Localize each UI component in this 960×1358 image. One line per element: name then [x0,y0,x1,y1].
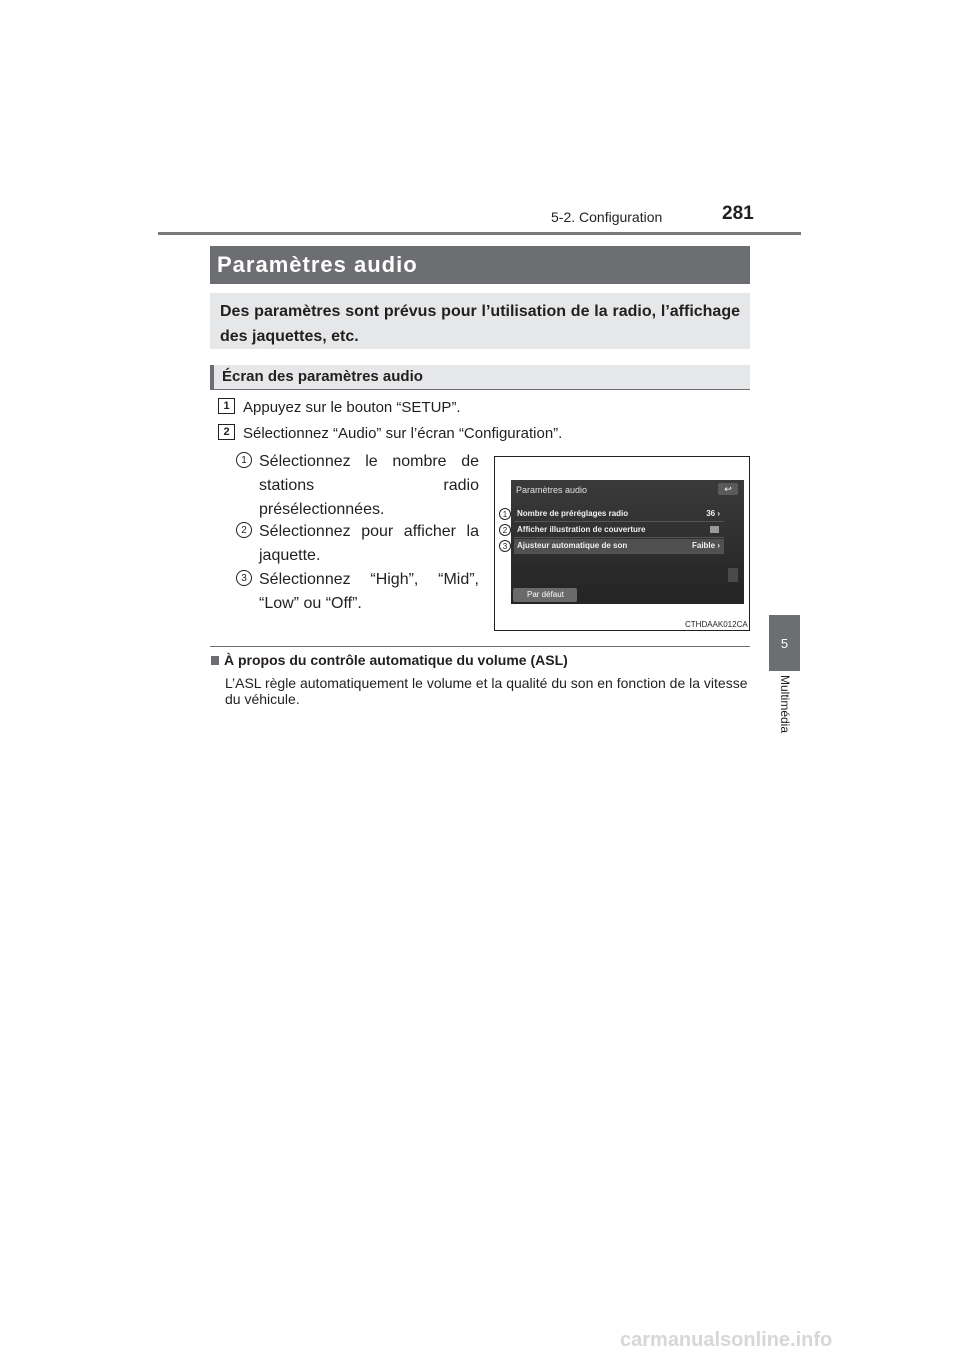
callout-number: 1 [236,452,252,468]
scroll-indicator-icon [728,568,738,582]
callout-number: 3 [236,570,252,586]
screen-row-value: Faible › [691,541,720,550]
note-divider [210,646,750,647]
subsection-divider [210,389,750,390]
square-bullet-icon [211,656,219,665]
chapter-label-text: Multimédia [777,675,792,734]
default-button [513,588,577,602]
item-line: Sélectionnez “High”, “Mid”, [259,571,479,588]
subsection-heading [210,365,750,389]
step-number: 1 [218,398,235,414]
screen-row [514,539,724,554]
item-line: stations radio [259,477,479,494]
header-divider [158,232,801,235]
item-line: jaquette. [259,547,321,564]
item-line: Sélectionnez le nombre de [259,453,479,470]
figure-code: CTHDAAK012CA [685,620,748,629]
screen-row-label: Ajusteur automatique de son [517,541,628,550]
figure-callout: 1 [499,508,511,520]
item-text [259,450,479,522]
screen-row-value: 36 › [706,509,720,518]
screen-row-label: Afficher illustration de couverture [517,525,646,534]
screen-row-label: Nombre de préréglages radio [517,509,629,518]
page-title-bar [210,246,750,284]
callout-number: 2 [236,522,252,538]
default-button-label: Par défaut [527,590,564,599]
item-line: Sélectionnez pour afficher la [259,523,479,540]
watermark: carmanualsonline.info [620,1329,833,1351]
note-body: L’ASL règle automatiquement le volume et la qualité du son en fonction de la vitesse du véhicule. [225,675,748,707]
subsection-title: Écran des paramètres audio [222,368,423,385]
item-line: “Low” ou “Off”. [259,595,362,612]
intro-box [210,293,750,349]
step-text: Appuyez sur le bouton “SETUP”. [243,399,461,416]
section-label: 5-2. Configuration [551,209,663,225]
intro-text: Des paramètres sont prévus pour l’utilisation de la radio, l’affichage des jaquettes, etc. [220,303,740,345]
page-title: Paramètres audio [217,252,418,277]
screen-title: Paramètres audio [516,485,588,495]
chapter-tab: 5 [769,615,800,671]
item-text [259,568,479,616]
note-heading-text: À propos du contrôle automatique du volume (ASL) [224,652,568,668]
step-text: Sélectionnez “Audio” sur l’écran “Configuration”. [243,425,563,442]
note-heading [211,652,568,668]
screen-row [514,507,724,522]
item-line: présélectionnées. [259,501,385,518]
item-text [259,520,479,568]
back-arrow-icon: ↩ [718,483,738,495]
screen-row [514,523,724,538]
page-number: 281 [722,203,754,224]
checkbox-icon [710,526,719,533]
step-number: 2 [218,424,235,440]
figure-callout: 3 [499,540,511,552]
figure-callout: 2 [499,524,511,536]
chapter-label [769,675,800,765]
